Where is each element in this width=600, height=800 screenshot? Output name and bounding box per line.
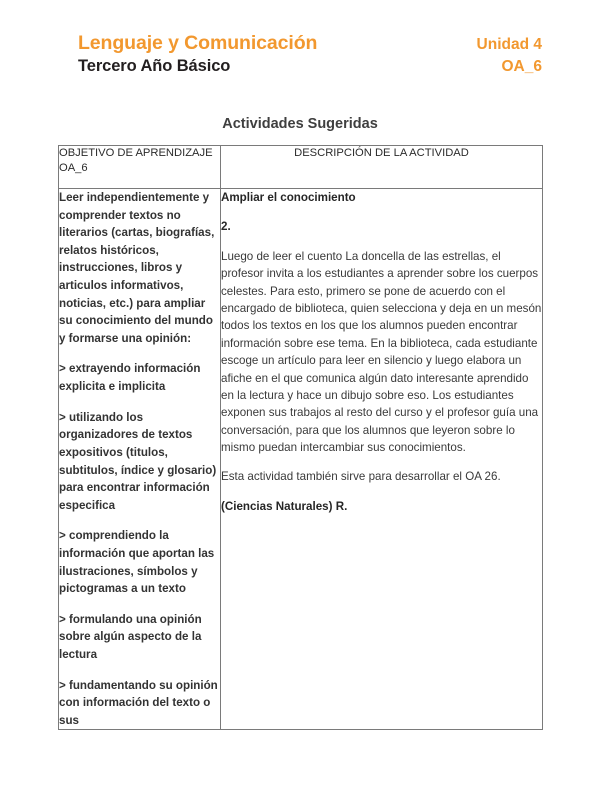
objective-bullet-1: > extrayendo información explicita e implicita [59, 362, 201, 394]
column-header-objective: OBJETIVO DE APRENDIZAJE OA_6 [59, 146, 221, 189]
objective-paragraph-intro: Leer independientemente y comprender textos no literarios (cartas, biografías, relatos históricos, instrucciones, libros y articulos informativos, noticias, etc.) para ampliar su conocimiento del mundo y formarse una opinión: [59, 191, 215, 345]
table-header [59, 146, 543, 189]
activities-table [58, 145, 543, 730]
activity-note: Esta actividad también sirve para desarrollar el OA 26. [221, 470, 501, 484]
objective-bullet-4: > formulando una opinión sobre algún aspecto de la lectura [59, 612, 202, 662]
objective-bullet-2: > utilizando los organizadores de textos expositivos (titulos, subtitulos, índice y glosario) para encontrar información especifica [59, 410, 217, 512]
objective-bullet-5: > fundamentando su opinión con información del texto o sus [59, 678, 218, 727]
objective-bullet-3: > comprendiendo la información que aportan las ilustraciones, símbolos y pictogramas a un texto [59, 529, 215, 596]
activity-subject-tag: (Ciencias Naturales) R. [221, 499, 348, 513]
activity-heading: Ampliar el conocimiento [221, 191, 356, 204]
document-header [0, 32, 600, 76]
header-row-secondary [78, 57, 542, 76]
grade-title: Tercero Año Básico [78, 57, 231, 75]
table-row [59, 189, 543, 730]
activity-body-text: Luego de leer el cuento La doncella de las estrellas, el profesor invita a los estudiantes a aprender sobre los cuerpos celestes. Para esto, primero se pone de acuerdo con el encargado de biblioteca, quien selecciona y deja en un mesón todos los textos en los que los alumnos pueden encontrar información sobre ese tema. En la biblioteca, cada estudiante escoge un artículo para leer en silencio y luego elabora un afiche en el que comunica algún dato interesante aprendido en la lectura y hace un dibujo sobre eso. Los estudiantes exponen sus trabajos al resto del curso y el profesor guía una conversación, para que los alumnos que leyeron sobre lo mismo puedan intercambiar sus conocimientos. [221, 249, 542, 455]
table-body [59, 189, 543, 730]
column-header-description: DESCRIPCIÓN DE LA ACTIVIDAD [221, 146, 543, 189]
cell-description [221, 189, 543, 730]
table-header-row [59, 146, 543, 189]
header-row-primary [78, 32, 542, 55]
oa-code-label: OA_6 [501, 58, 542, 75]
activity-number: 2. [221, 220, 231, 234]
cell-objective [59, 189, 221, 730]
unit-label: Unidad 4 [476, 36, 542, 53]
section-title: Actividades Sugeridas [222, 116, 378, 132]
subject-title: Lenguaje y Comunicación [78, 32, 318, 54]
